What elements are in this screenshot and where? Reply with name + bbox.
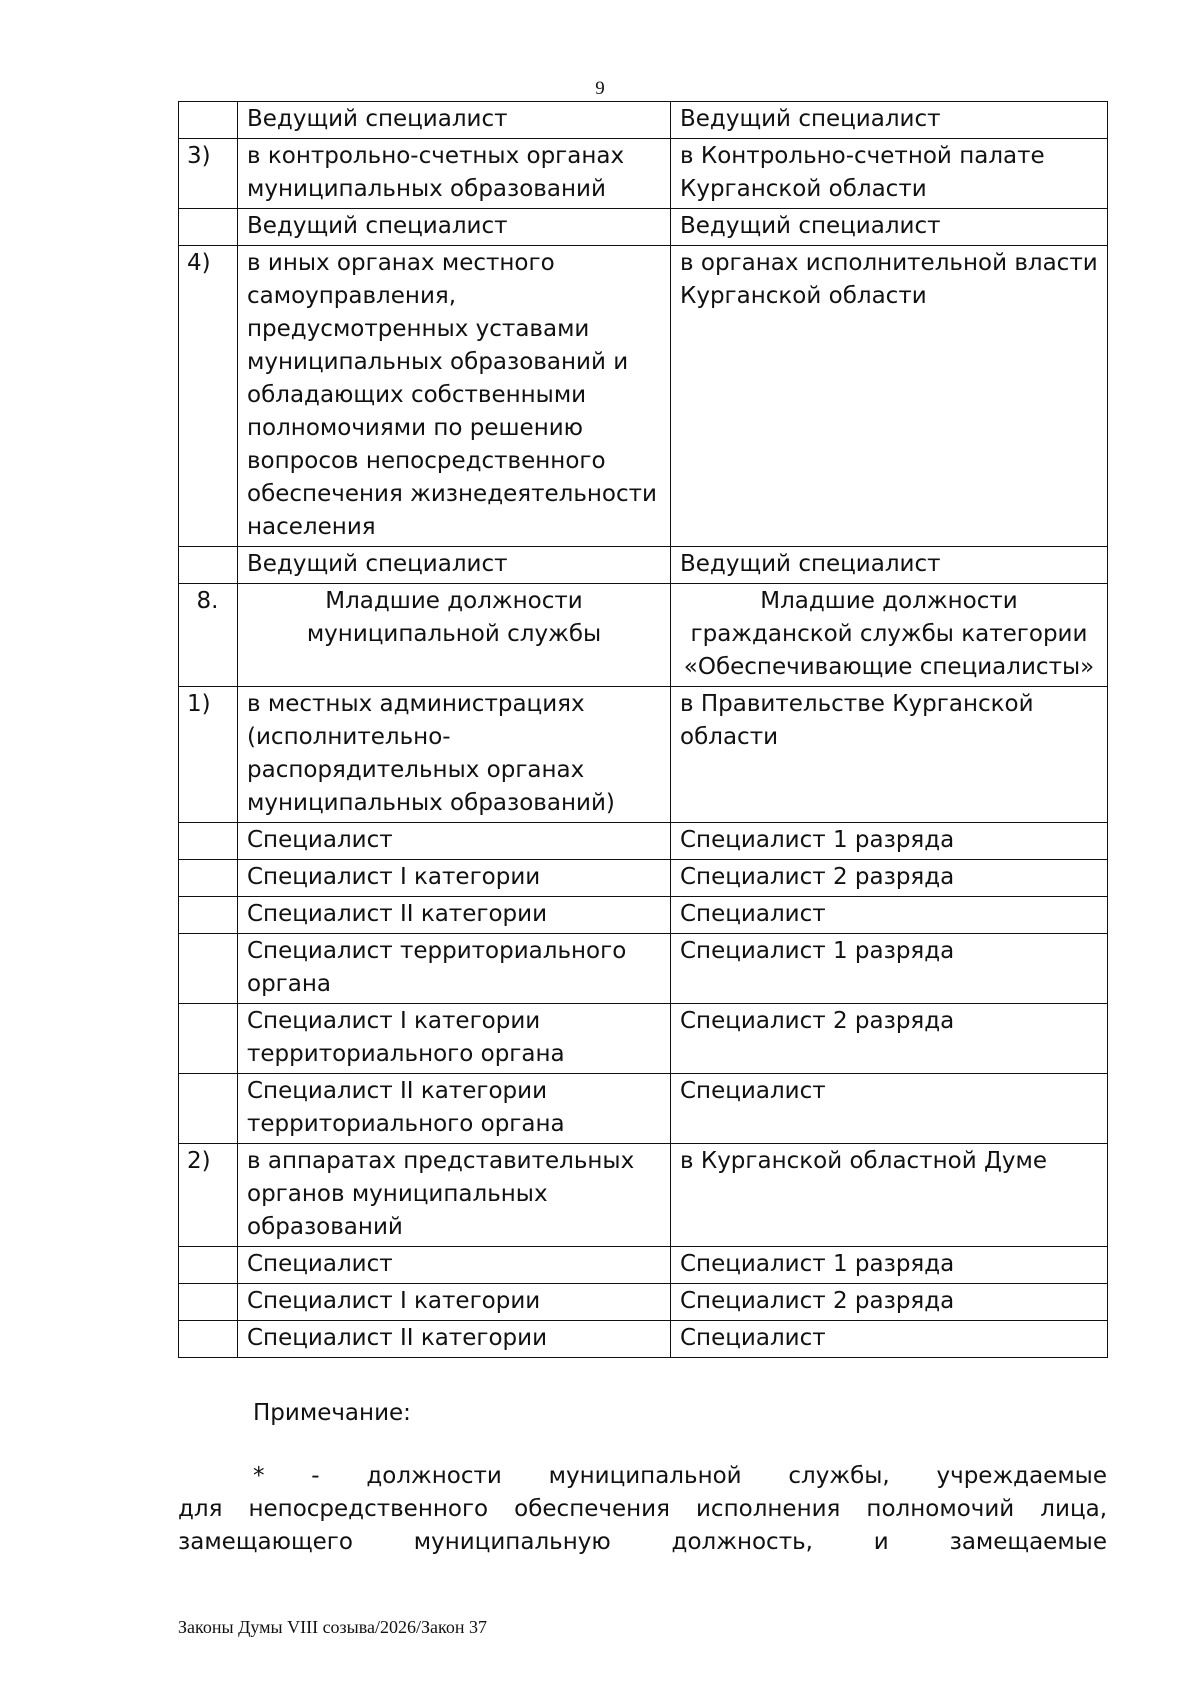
municipal-position-cell: в местных администрациях (исполнительно-распорядительных органах муниципальных образований)	[238, 687, 671, 823]
municipal-position-cell: Ведущий специалист	[238, 547, 671, 584]
document-footer: Законы Думы VIII созыва/2026/Закон 37	[178, 1617, 487, 1637]
row-number-cell	[179, 1284, 238, 1321]
row-number-cell: 8.	[179, 584, 238, 687]
municipal-position-cell: в аппаратах представительных органов муниципальных образований	[238, 1144, 671, 1247]
row-number-cell	[179, 934, 238, 1004]
state-position-cell: Специалист	[671, 1321, 1108, 1358]
state-position-cell: Специалист	[671, 897, 1108, 934]
row-number-cell	[179, 209, 238, 246]
note-line: замещающего муниципальную должность, и замещаемые	[178, 1529, 1107, 1555]
state-position-cell: Специалист 1 разряда	[671, 1247, 1108, 1284]
municipal-position-cell: Младшие должности муниципальной службы	[238, 584, 671, 687]
table-section-row	[179, 584, 1108, 687]
row-number-cell	[179, 1247, 238, 1284]
municipal-position-cell: Специалист I категории территориального органа	[238, 1004, 671, 1074]
municipal-position-cell: Специалист II категории	[238, 1321, 671, 1358]
row-number-cell	[179, 102, 238, 139]
municipal-position-cell: Специалист I категории	[238, 1284, 671, 1321]
note-title: Примечание:	[253, 1400, 411, 1426]
table-row	[179, 102, 1108, 139]
row-number-cell: 3)	[179, 139, 238, 209]
table-row	[179, 823, 1108, 860]
note-line: * - должности муниципальной службы, учреждаемые	[253, 1463, 1107, 1489]
table-row	[179, 1284, 1108, 1321]
municipal-position-cell: Специалист	[238, 1247, 671, 1284]
table-row	[179, 209, 1108, 246]
state-position-cell: Специалист	[671, 1074, 1108, 1144]
state-position-cell: в органах исполнительной власти Курганской области	[671, 246, 1108, 547]
table-row	[179, 246, 1108, 547]
page-number: 9	[595, 78, 605, 99]
table-row	[179, 897, 1108, 934]
note-line: для непосредственного обеспечения исполнения полномочий лица,	[178, 1496, 1107, 1522]
municipal-position-cell: Специалист II категории	[238, 897, 671, 934]
table-row	[179, 1074, 1108, 1144]
table-row	[179, 1004, 1108, 1074]
state-position-cell: в Правительстве Курганской области	[671, 687, 1108, 823]
municipal-position-cell: Специалист I категории	[238, 860, 671, 897]
row-number-cell	[179, 823, 238, 860]
municipal-position-cell: Специалист II категории территориального органа	[238, 1074, 671, 1144]
state-position-cell: Младшие должности гражданской службы категории «Обеспечивающие специалисты»	[671, 584, 1108, 687]
state-position-cell: Специалист 1 разряда	[671, 934, 1108, 1004]
table-row	[179, 934, 1108, 1004]
row-number-cell	[179, 547, 238, 584]
municipal-position-cell: Ведущий специалист	[238, 102, 671, 139]
row-number-cell	[179, 1004, 238, 1074]
state-position-cell: Специалист 2 разряда	[671, 1004, 1108, 1074]
positions-table	[178, 101, 1108, 1358]
municipal-position-cell: Специалист	[238, 823, 671, 860]
table-row	[179, 687, 1108, 823]
positions-table-body	[179, 102, 1108, 1358]
row-number-cell	[179, 1074, 238, 1144]
state-position-cell: Ведущий специалист	[671, 102, 1108, 139]
municipal-position-cell: в иных органах местного самоуправления, предусмотренных уставами муниципальных образований и обладающих собственными полномочиями по решению вопросов непосредственного обеспечения жизнедеятельности населения	[238, 246, 671, 547]
table-row	[179, 139, 1108, 209]
state-position-cell: в Контрольно-счетной палате Курганской области	[671, 139, 1108, 209]
state-position-cell: в Курганской областной Думе	[671, 1144, 1108, 1247]
table-row	[179, 1321, 1108, 1358]
row-number-cell	[179, 1321, 238, 1358]
state-position-cell: Ведущий специалист	[671, 547, 1108, 584]
table-row	[179, 1144, 1108, 1247]
state-position-cell: Специалист 2 разряда	[671, 860, 1108, 897]
municipal-position-cell: Специалист территориального органа	[238, 934, 671, 1004]
row-number-cell: 2)	[179, 1144, 238, 1247]
municipal-position-cell: в контрольно-счетных органах муниципальных образований	[238, 139, 671, 209]
row-number-cell	[179, 860, 238, 897]
table-row	[179, 1247, 1108, 1284]
table-row	[179, 547, 1108, 584]
table-row	[179, 860, 1108, 897]
row-number-cell: 4)	[179, 246, 238, 547]
row-number-cell: 1)	[179, 687, 238, 823]
note-text	[178, 1460, 1107, 1559]
state-position-cell: Специалист 1 разряда	[671, 823, 1108, 860]
row-number-cell	[179, 897, 238, 934]
state-position-cell: Специалист 2 разряда	[671, 1284, 1108, 1321]
state-position-cell: Ведущий специалист	[671, 209, 1108, 246]
municipal-position-cell: Ведущий специалист	[238, 209, 671, 246]
